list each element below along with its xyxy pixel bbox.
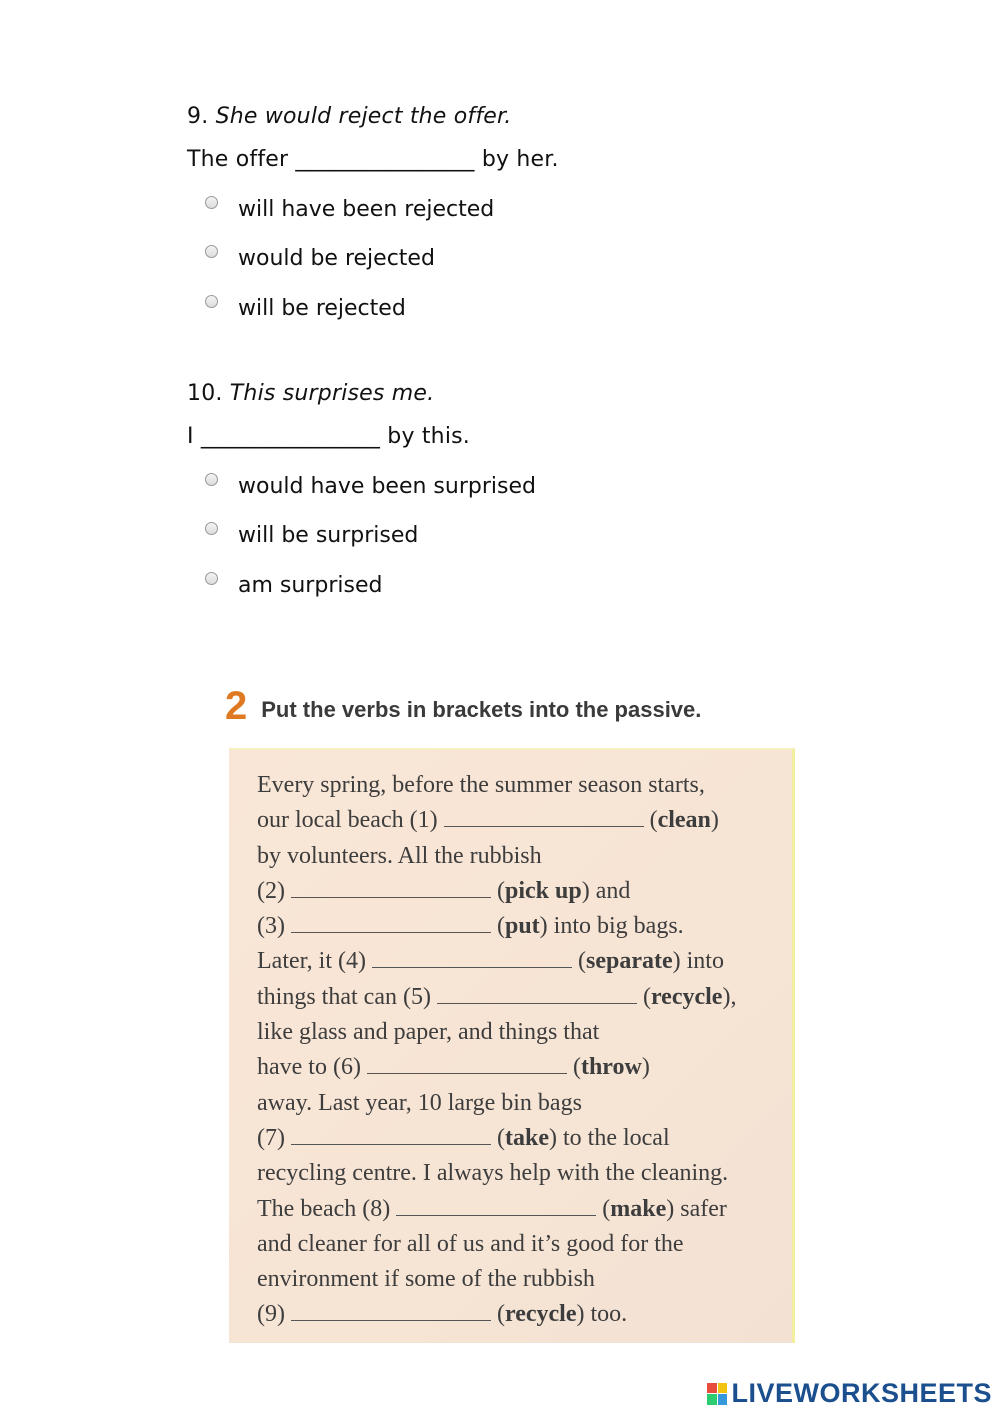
bracket: ( <box>643 807 658 834</box>
passage-text: things that can (5) <box>257 983 437 1010</box>
passage-line <box>257 980 777 1015</box>
radio-button[interactable] <box>205 572 218 585</box>
bracket: ( <box>490 1124 505 1151</box>
radio-button[interactable] <box>205 522 218 535</box>
radio-button[interactable] <box>205 473 218 486</box>
verb-hint: separate <box>585 948 673 975</box>
passage-line <box>257 909 777 944</box>
passage-text: (7) <box>257 1124 291 1151</box>
bracket: ) <box>576 1301 585 1328</box>
question-10-option-3[interactable] <box>205 573 382 598</box>
radio-button[interactable] <box>205 245 218 258</box>
passage-text: into <box>680 948 724 975</box>
passage-text: our local beach (1) <box>257 807 444 834</box>
question-9-prompt <box>187 104 511 129</box>
question-10-prompt <box>187 381 434 406</box>
passage-text: too. <box>584 1301 628 1328</box>
bracket: ) <box>672 948 681 975</box>
passage-text: The beach (8) <box>257 1195 397 1222</box>
answer-blank[interactable] <box>396 1195 596 1216</box>
bracket: ( <box>490 1301 505 1328</box>
question-number: 10. <box>187 381 223 406</box>
passage-line <box>257 839 777 874</box>
exercise-passage <box>257 768 777 1333</box>
option-label: will have been rejected <box>238 197 495 222</box>
verb-hint: clean <box>657 807 711 834</box>
option-label: will be surprised <box>238 523 419 548</box>
answer-blank[interactable] <box>291 912 491 933</box>
passage-text: recycling centre. I always help with the cleaning. <box>257 1160 729 1187</box>
option-label: am surprised <box>238 573 383 598</box>
passage-text: into big bags. <box>547 913 684 940</box>
passage-line <box>257 768 777 803</box>
question-9-option-2[interactable] <box>205 246 435 271</box>
bracket: ( <box>490 913 505 940</box>
passage-text: safer <box>674 1195 727 1222</box>
question-10-option-1[interactable] <box>205 474 536 499</box>
passage-text: , <box>730 983 737 1010</box>
answer-blank[interactable] <box>291 1300 491 1321</box>
question-9-option-3[interactable] <box>205 296 406 321</box>
passage-text: (2) <box>257 877 291 904</box>
question-9-sentence: The offer ________________ by her. <box>187 147 559 172</box>
question-10-option-2[interactable] <box>205 523 418 548</box>
bracket: ) <box>722 983 731 1010</box>
passage-text: and cleaner for all of us and it’s good for the <box>257 1230 684 1257</box>
passage-text: Every spring, before the summer season starts, <box>257 772 705 798</box>
passage-text: environment if some of the rubbish <box>257 1266 595 1293</box>
passage-text: like glass and paper, and things that <box>257 1019 600 1046</box>
option-label: will be rejected <box>238 296 406 321</box>
answer-blank[interactable] <box>291 1124 491 1145</box>
verb-hint: pick up <box>504 877 582 904</box>
bracket: ( <box>636 983 651 1010</box>
bracket: ( <box>596 1195 611 1222</box>
verb-hint: take <box>504 1124 549 1151</box>
verb-hint: make <box>610 1195 667 1222</box>
passage-line <box>257 944 777 979</box>
passage-line <box>257 1227 777 1262</box>
passage-line <box>257 1050 777 1085</box>
verb-hint: recycle <box>650 983 723 1010</box>
passage-line <box>257 1015 777 1050</box>
bracket: ) <box>666 1195 675 1222</box>
passage-text: away. Last year, 10 large bin bags <box>257 1089 582 1116</box>
option-label: would be rejected <box>238 246 435 271</box>
answer-blank[interactable] <box>437 983 637 1004</box>
answer-blank[interactable] <box>367 1053 567 1074</box>
liveworksheets-logo-icon <box>707 1383 727 1405</box>
passage-text: by volunteers. All the rubbish <box>257 842 542 869</box>
passage-text: to the local <box>556 1124 670 1151</box>
bracket: ) <box>548 1124 557 1151</box>
answer-blank[interactable] <box>291 877 491 898</box>
bracket: ) <box>710 807 719 834</box>
bracket: ) <box>539 913 548 940</box>
verb-hint: put <box>504 913 540 940</box>
verb-hint: throw <box>580 1054 642 1081</box>
exercise-heading <box>225 684 702 728</box>
passage-line <box>257 1262 777 1297</box>
bracket: ( <box>490 877 505 904</box>
answer-blank[interactable] <box>372 947 572 968</box>
passage-line <box>257 803 777 838</box>
question-9-option-1[interactable] <box>205 197 494 222</box>
radio-button[interactable] <box>205 295 218 308</box>
exercise-number: 2 <box>225 684 248 728</box>
verb-hint: recycle <box>504 1301 577 1328</box>
passage-text: (9) <box>257 1301 291 1328</box>
logo-text: LIVEWORKSHEETS <box>731 1378 992 1408</box>
passage-line <box>257 1156 777 1191</box>
option-label: would have been surprised <box>238 474 536 499</box>
radio-button[interactable] <box>205 196 218 209</box>
bracket: ( <box>571 948 586 975</box>
passage-line <box>257 1297 777 1332</box>
passage-text: (3) <box>257 913 291 940</box>
passage-line <box>257 1086 777 1121</box>
bracket: ( <box>566 1054 581 1081</box>
exercise-title: Put the verbs in brackets into the passive. <box>261 697 702 722</box>
bracket: ) <box>581 877 590 904</box>
question-10-sentence: I ________________ by this. <box>187 424 470 449</box>
passage-line <box>257 1121 777 1156</box>
passage-line <box>257 874 777 909</box>
bracket: ) <box>641 1054 650 1081</box>
passage-line <box>257 1192 777 1227</box>
passage-text: and <box>589 877 631 904</box>
passage-text: have to (6) <box>257 1054 367 1081</box>
liveworksheets-logo <box>707 1378 992 1409</box>
question-number: 9. <box>187 104 209 129</box>
question-prompt: She would reject the offer. <box>215 104 512 129</box>
question-prompt: This surprises me. <box>229 381 435 406</box>
passage-text: Later, it (4) <box>257 948 372 975</box>
answer-blank[interactable] <box>444 806 644 827</box>
